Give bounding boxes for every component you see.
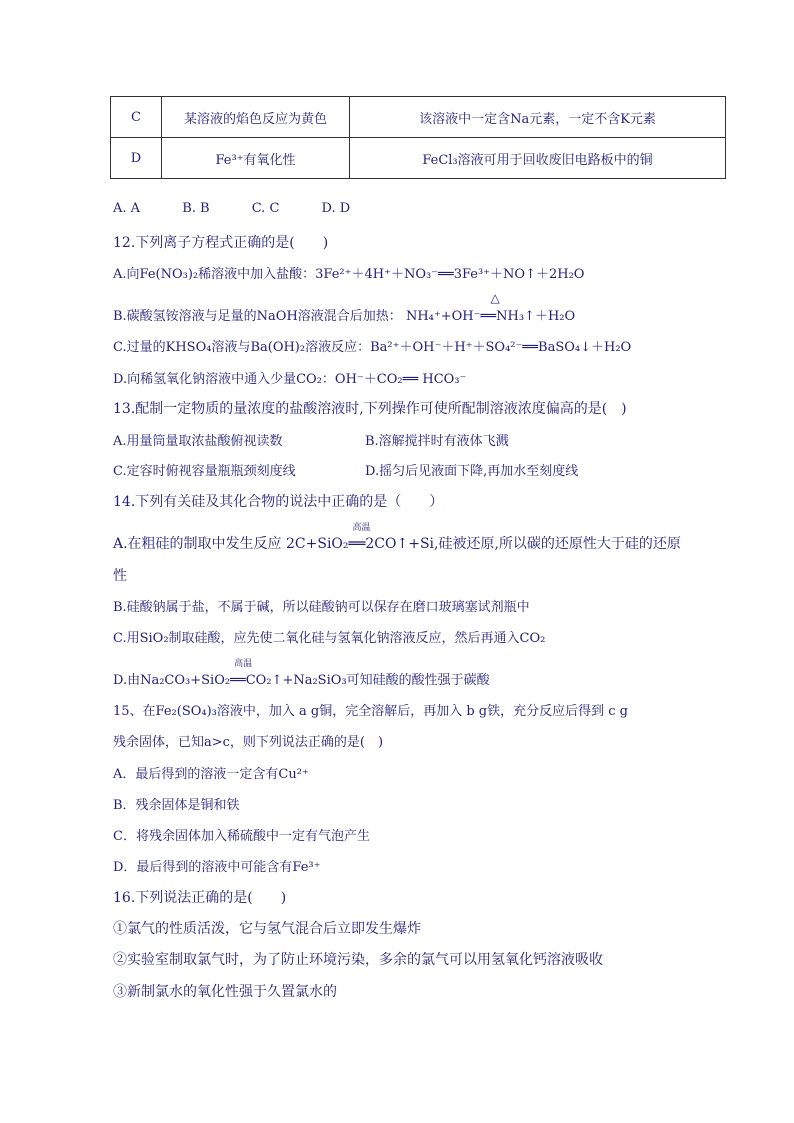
q14-option-d-post: ══CO₂↑+Na₂SiO₃可知硅酸的酸性强于碳酸: [230, 673, 490, 688]
q16-statement-2: ②实验室制取氯气时，为了防止环境污染，多余的氯气可以用氢氧化钙溶液吸收: [113, 952, 603, 968]
q13-option-a: A.用量筒量取浓盐酸俯视读数: [113, 434, 283, 449]
q14-option-a-post: ══2CO↑+Si,硅被还原,所以碳的还原性大于硅的还原: [348, 536, 681, 552]
q16-statement-1: ①氯气的性质活泼，它与氢气混合后立即发生爆炸: [113, 921, 421, 937]
options-table: [110, 96, 726, 179]
heating-condition: [480, 291, 576, 324]
q14-option-a-pre: A.在粗硅的制取中发生反应 2C+SiO₂: [113, 536, 349, 552]
q12-option-b-post: ══NH₃↑＋H₂O: [480, 309, 576, 324]
q12-option-a: A.向Fe(NO₃)₂稀溶液中加入盐酸：3Fe²⁺＋4H⁺＋NO₃⁻══3Fe³⁺＋NO↑＋2H₂O: [113, 267, 585, 282]
q16-statement-3: ③新制氯水的氧化性强于久置氯水的: [113, 984, 337, 1000]
table-row: [111, 97, 726, 138]
q14-stem: 14.下列有关硅及其化合物的说法中正确的是（ ）: [113, 494, 444, 510]
q13-option-c: C.定容时俯视容量瓶瓶颈刻度线: [113, 464, 296, 479]
q13-option-b: B.溶解搅拌时有液体飞溅: [365, 434, 509, 449]
conclusion-cell: FeCl₃溶液可用于回收废旧电路板中的铜: [350, 138, 726, 179]
q14-option-d: [113, 659, 490, 688]
high-temp-condition: [348, 523, 681, 553]
high-temp-label: 高温: [352, 523, 371, 533]
q13-option-d: D.摇匀后见液面下降,再加水至刻度线: [365, 464, 579, 479]
condition-cell: Fe³⁺有氧化性: [162, 138, 350, 179]
q15-option-c: C．将残余固体加入稀硫酸中一定有气泡产生: [113, 829, 370, 844]
q13-stem: 13.配制一定物质的量浓度的盐酸溶液时,下列操作可使所配制溶液浓度偏高的是( ): [113, 401, 627, 417]
q14-option-d-pre: D.由Na₂CO₃+SiO₂: [113, 673, 231, 688]
answer-option: C. C: [251, 201, 280, 216]
conclusion-cell: 该溶液中一定含Na元素，一定不含K元素: [350, 97, 726, 138]
q12-option-d: D.向稀氢氧化钠溶液中通入少量CO₂：OH⁻＋CO₂══ HCO₃⁻: [113, 372, 467, 387]
table-row: [111, 138, 726, 179]
q15-stem-line2: 残余固体，已知a>c，则下列说法正确的是( ): [113, 735, 384, 750]
q15-option-b: B．残余固体是铜和铁: [113, 798, 240, 813]
answer-option: A. A: [113, 201, 141, 216]
delta-symbol: △: [490, 291, 500, 305]
q12-option-b-pre: B.碳酸氢铵溶液与足量的NaOH溶液混合后加热： NH₄⁺+OH⁻: [113, 309, 481, 324]
q12-option-b: [113, 291, 576, 324]
q15-option-a: A．最后得到的溶液一定含有Cu²⁺: [113, 767, 309, 782]
q12-option-c: C.过量的KHSO₄溶液与Ba(OH)₂溶液反应：Ba²⁺＋OH⁻＋H⁺＋SO₄²⁻══BaSO₄↓＋H₂O: [113, 340, 632, 355]
q14-option-a-cont: 性: [113, 568, 127, 584]
q16-stem: 16.下列说法正确的是( ): [113, 890, 287, 906]
q15-option-d: D．最后得到的溶液中可能含有Fe³⁺: [113, 860, 321, 875]
condition-cell: 某溶液的焰色反应为黄色: [162, 97, 350, 138]
q14-option-b: B.硅酸钠属于盐，不属于碱，所以硅酸钠可以保存在磨口玻璃塞试剂瓶中: [113, 600, 530, 615]
q15-stem-line1: 15、在Fe₂(SO₄)₃溶液中，加入 a g铜，完全溶解后，再加入 b g铁，充分反应后得到 c g: [113, 704, 628, 719]
q11-answers: [113, 201, 388, 216]
answer-option: B. B: [182, 201, 210, 216]
q14-option-c: C.用SiO₂制取硅酸，应先使二氧化硅与氢氧化钠溶液反应，然后再通入CO₂: [113, 631, 546, 646]
option-cell: C: [111, 97, 162, 138]
q12-stem: 12.下列离子方程式正确的是( ): [113, 235, 329, 251]
high-temp-label: 高温: [234, 659, 253, 669]
high-temp-condition: [230, 659, 490, 688]
q14-option-a: [113, 523, 681, 553]
answer-option: D. D: [321, 201, 351, 216]
option-cell: D: [111, 138, 162, 179]
